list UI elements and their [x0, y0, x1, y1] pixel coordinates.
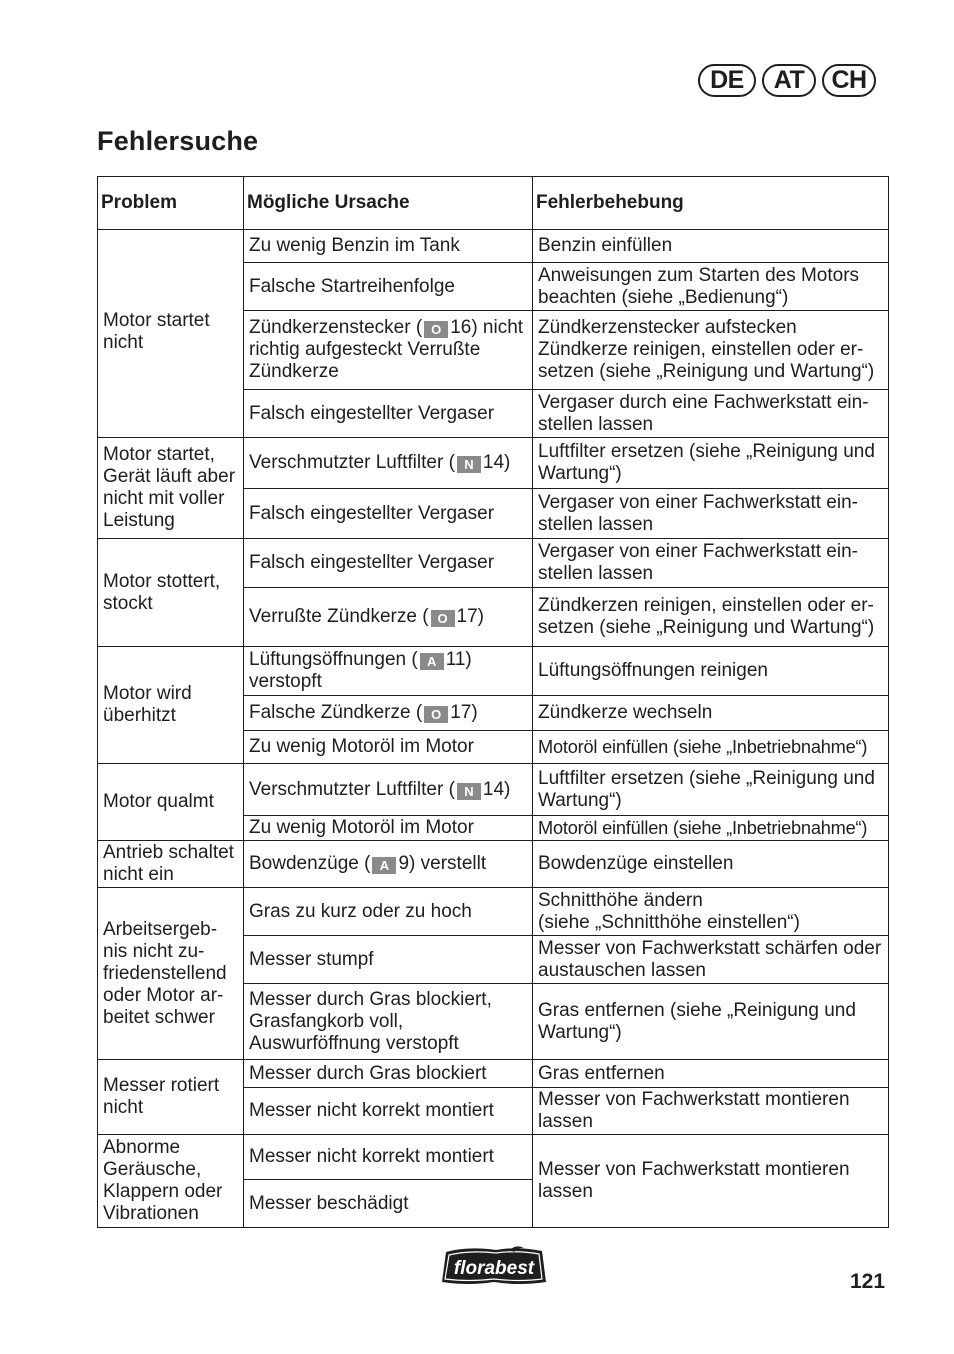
remedy-cell: Lüftungsöffnungen reinigen	[533, 647, 889, 696]
table-row	[98, 1060, 889, 1088]
table-row	[98, 647, 889, 696]
page-number: 121	[850, 1270, 886, 1293]
table-row	[98, 438, 889, 489]
cause-text: 14)	[482, 452, 511, 473]
table-row	[98, 841, 889, 888]
cause-cell: Zu wenig Benzin im Tank	[244, 230, 533, 263]
cause-text: Verrußte Zündkerze (	[249, 606, 429, 627]
cause-text: Lüftungsöffnungen (	[249, 649, 418, 670]
figure-ref-icon: A	[420, 653, 444, 670]
figure-ref-icon: O	[424, 706, 448, 723]
cause-cell: Falsch eingestellter Vergaser	[244, 539, 533, 588]
cause-cell	[244, 764, 533, 816]
remedy-cell: Bowdenzüge einstellen	[533, 841, 889, 888]
problem-cell: Antrieb schaltet nicht ein	[98, 841, 244, 888]
remedy-cell: Vergaser durch eine Fachwerkstatt ein- stellen lassen	[533, 390, 889, 438]
cause-text: Bowdenzüge (	[249, 853, 371, 874]
remedy-cell: Anweisungen zum Starten des Motors beachten (siehe „Bedienung“)	[533, 263, 889, 311]
problem-cell: Motor wird überhitzt	[98, 647, 244, 764]
cause-line: Grasfangkorb voll,	[249, 1010, 404, 1032]
cause-cell	[244, 841, 533, 888]
remedy-line: (siehe „Schnitthöhe einstellen“)	[538, 911, 800, 933]
language-badges	[698, 64, 876, 97]
cause-text: 9) verstellt	[398, 853, 487, 874]
remedy-cell: Motoröl einfüllen (siehe „Inbetriebnahme“)	[533, 816, 889, 841]
cause-cell: Zu wenig Motoröl im Motor	[244, 816, 533, 841]
figure-ref-icon: A	[372, 857, 396, 874]
florabest-logo	[438, 1244, 550, 1288]
cause-cell	[244, 984, 533, 1060]
cause-text: Zündkerzenstecker (	[249, 317, 423, 338]
remedy-cell: Luftfilter ersetzen (siehe „Reinigung und Wartung“)	[533, 764, 889, 816]
header-cause: Mögliche Ursache	[244, 177, 533, 230]
cause-text: 17)	[456, 606, 484, 627]
problem-cell: Motor qualmt	[98, 764, 244, 841]
remedy-cell: Vergaser von einer Fachwerkstatt ein- stellen lassen	[533, 489, 889, 539]
cause-cell: Falsch eingestellter Vergaser	[244, 489, 533, 539]
problem-cell: Motor stottert, stockt	[98, 539, 244, 647]
cause-cell: Messer durch Gras blockiert	[244, 1060, 533, 1088]
cause-cell	[244, 647, 533, 696]
remedy-cell: Luftfilter ersetzen (siehe „Reinigung und Wartung“)	[533, 438, 889, 489]
table-row	[98, 764, 889, 816]
remedy-cell: Zündkerzenstecker aufstecken Zündkerze reinigen, einstellen oder er- setzen (siehe „Reinigung und Wartung“)	[533, 311, 889, 390]
cause-line: Messer durch Gras blockiert,	[249, 988, 492, 1010]
logo-text: florabest	[453, 1258, 535, 1279]
lang-badge-de: DE	[698, 64, 756, 97]
problem-cell: Abnorme Geräusche, Klappern oder Vibrationen	[98, 1135, 244, 1228]
remedy-line: Schnitthöhe ändern	[538, 889, 703, 911]
table-row	[98, 1135, 889, 1180]
cause-cell	[244, 696, 533, 731]
cause-text: Verschmutzter Luftfilter (	[249, 778, 455, 800]
header-problem: Problem	[98, 177, 244, 230]
problem-cell: Messer rotiert nicht	[98, 1060, 244, 1135]
remedy-cell: Gras entfernen (siehe „Reinigung und Wartung“)	[533, 984, 889, 1060]
figure-ref-icon: N	[457, 783, 481, 800]
cause-text: 16) nicht richtig aufgesteckt Verrußte Zündkerze	[249, 317, 524, 382]
cause-cell: Messer nicht korrekt montiert	[244, 1088, 533, 1135]
remedy-cell: Gras entfernen	[533, 1060, 889, 1088]
cause-text: 17)	[450, 702, 478, 723]
table-header-row	[98, 177, 889, 230]
cause-text: 11) verstopft	[249, 649, 472, 692]
remedy-cell: Benzin einfüllen	[533, 230, 889, 263]
figure-ref-icon: N	[457, 456, 481, 473]
cause-cell: Messer stumpf	[244, 936, 533, 984]
remedy-cell: Zündkerzen reinigen, einstellen oder er- setzen (siehe „Reinigung und Wartung“)	[533, 588, 889, 647]
header-remedy: Fehlerbehebung	[533, 177, 889, 230]
troubleshooting-table	[97, 176, 889, 1228]
cause-text: Falsche Zündkerze (	[249, 702, 423, 723]
page-title: Fehlersuche	[97, 126, 259, 156]
cause-text: Verschmutzter Luftfilter (	[249, 452, 455, 473]
problem-cell: Arbeitsergeb- nis nicht zu- friedenstellend oder Motor ar- beitet schwer	[98, 888, 244, 1060]
remedy-cell: Messer von Fachwerkstatt montieren lassen	[533, 1088, 889, 1135]
remedy-cell	[533, 888, 889, 936]
cause-cell	[244, 588, 533, 647]
table-row	[98, 230, 889, 263]
table-row	[98, 888, 889, 936]
lang-badge-at: AT	[762, 64, 816, 97]
cause-line: Auswurföffnung verstopft	[249, 1032, 459, 1054]
cause-cell: Zu wenig Motoröl im Motor	[244, 731, 533, 764]
cause-text: 14)	[482, 778, 511, 800]
cause-cell: Messer beschädigt	[244, 1180, 533, 1228]
lang-badge-ch: CH	[822, 64, 876, 97]
cause-cell	[244, 311, 533, 390]
remedy-cell: Motoröl einfüllen (siehe „Inbetriebnahme“)	[533, 731, 889, 764]
remedy-cell: Vergaser von einer Fachwerkstatt ein- stellen lassen	[533, 539, 889, 588]
cause-cell: Gras zu kurz oder zu hoch	[244, 888, 533, 936]
figure-ref-icon: O	[431, 610, 455, 627]
remedy-cell: Messer von Fachwerkstatt montieren lassen	[533, 1135, 889, 1228]
problem-cell: Motor startet nicht	[98, 230, 244, 438]
table-row	[98, 539, 889, 588]
cause-cell	[244, 438, 533, 489]
figure-ref-icon: O	[424, 321, 448, 338]
remedy-cell: Messer von Fachwerkstatt schärfen oder austauschen lassen	[533, 936, 889, 984]
cause-cell: Falsch eingestellter Vergaser	[244, 390, 533, 438]
problem-cell: Motor startet, Gerät läuft aber nicht mit voller Leistung	[98, 438, 244, 539]
cause-cell: Messer nicht korrekt montiert	[244, 1135, 533, 1180]
remedy-cell: Zündkerze wechseln	[533, 696, 889, 731]
cause-cell: Falsche Startreihenfolge	[244, 263, 533, 311]
